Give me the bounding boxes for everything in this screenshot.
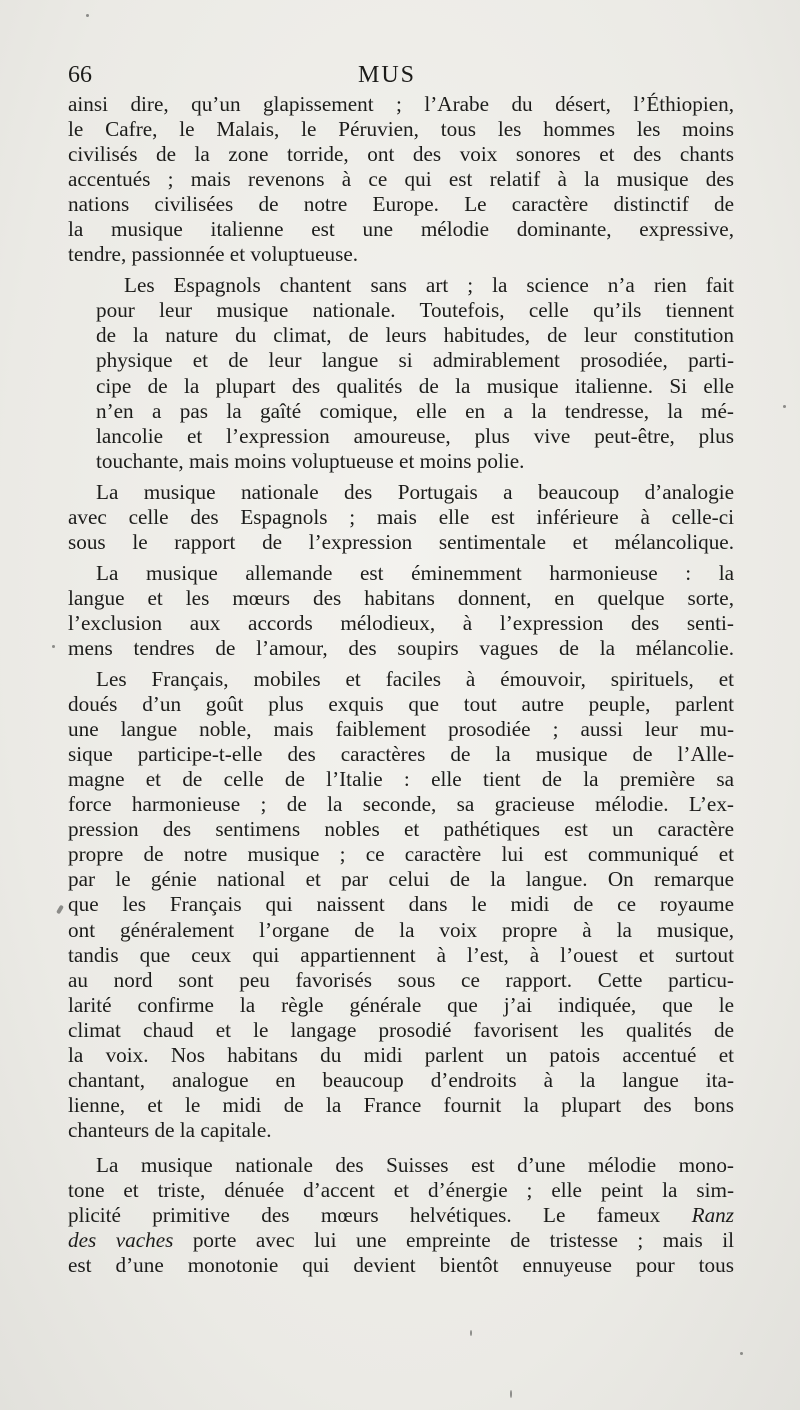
paragraph-1	[68, 92, 734, 267]
paper-speck	[470, 1330, 472, 1336]
text-line: avec celle des Espagnols ; mais elle est inférieure à celle-ci	[68, 504, 734, 529]
italic-title-fragment: Ranz	[691, 1203, 734, 1228]
text-line: la musique italienne est une mélodie dominante, expressive,	[68, 217, 734, 242]
text-line: n’en a pas la gaîté comique, elle en a la tendresse, la mé-	[96, 398, 734, 423]
text-line: par le génie national et par celui de la langue. On remarque	[68, 867, 734, 892]
text-line: civilisés de la zone torride, ont des voix sonores et des chants	[68, 142, 734, 167]
paper-speck	[86, 14, 89, 17]
text-line: La musique allemande est éminemment harmonieuse : la	[96, 560, 734, 585]
text-fragment: plicité primitive des mœurs helvétiques. Le fameux	[68, 1203, 661, 1228]
paragraph-5	[68, 667, 734, 1143]
text-line: touchante, mais moins voluptueuse et moins polie.	[96, 448, 525, 473]
paper-speck	[52, 645, 55, 648]
text-line: ainsi dire, qu’un glapissement ; l’Arabe du désert, l’Éthiopien,	[68, 92, 734, 116]
page-header	[68, 62, 738, 92]
text-line	[68, 1203, 734, 1228]
text-line: force harmonieuse ; de la seconde, sa gracieuse mélodie. L’ex-	[68, 792, 734, 817]
body-text	[68, 92, 734, 1278]
text-fragment: porte avec lui une empreinte de tristesse ; mais il	[192, 1228, 734, 1253]
text-line: doués d’un goût plus exquis que tout autre peuple, parlent	[68, 692, 734, 717]
text-line: ont généralement l’organe de la voix propre à la musique,	[68, 917, 734, 942]
text-line: une langue noble, mais faiblement prosodiée ; aussi leur mu-	[68, 717, 734, 742]
text-line: magne et de celle de l’Italie : elle tient de la première sa	[68, 767, 734, 792]
text-line	[68, 1228, 734, 1253]
paragraph-2	[68, 273, 734, 473]
text-line: climat chaud et le langage prosodié favorisent les qualités de	[68, 1017, 734, 1042]
paper-speck	[510, 1390, 512, 1398]
text-line: chanteurs de la capitale.	[68, 1117, 272, 1142]
text-line: accentués ; mais revenons à ce qui est relatif à la musique des	[68, 167, 734, 192]
text-line: propre de notre musique ; ce caractère lui est communiqué et	[68, 842, 734, 867]
text-line: Les Espagnols chantent sans art ; la science n’a rien fait	[124, 273, 734, 298]
text-line: sous le rapport de l’expression sentimentale et mélancolique.	[68, 529, 734, 554]
paragraph-3	[68, 480, 734, 555]
text-line: le Cafre, le Malais, le Péruvien, tous les hommes les moins	[68, 117, 734, 142]
text-line: physique et de leur langue si admirablement prosodiée, parti-	[96, 348, 734, 373]
paper-speck	[740, 1352, 743, 1355]
text-line: cipe de la plupart des qualités de la musique italienne. Si elle	[96, 373, 734, 398]
text-line: La musique nationale des Suisses est d’une mélodie mono-	[96, 1152, 734, 1177]
text-line: mens tendres de l’amour, des soupirs vagues de la mélancolie.	[68, 635, 734, 660]
text-line: l’exclusion aux accords mélodieux, à l’expression des senti-	[68, 610, 734, 635]
running-head: MUS	[358, 62, 417, 88]
paragraph-6	[68, 1153, 734, 1278]
text-line: langue et les mœurs des habitans donnent, en quelque sorte,	[68, 585, 734, 610]
text-line: tendre, passionnée et voluptueuse.	[68, 242, 359, 267]
text-line: Les Français, mobiles et faciles à émouvoir, spirituels, et	[96, 667, 734, 692]
paper-speck	[783, 405, 786, 408]
text-line: au nord sont peu favorisés sous ce rapport. Cette particu-	[68, 967, 734, 992]
text-line: tone et triste, dénuée d’accent et d’énergie ; elle peint la sim-	[68, 1177, 734, 1202]
paper-speck	[56, 905, 64, 915]
text-line: larité confirme la règle générale que j’ai indiquée, que le	[68, 992, 734, 1017]
text-line: lienne, et le midi de la France fournit la plupart des bons	[68, 1092, 734, 1117]
text-line: chantant, analogue en beaucoup d’endroits à la langue ita-	[68, 1067, 734, 1092]
text-line: lancolie et l’expression amoureuse, plus vive peut-être, plus	[96, 423, 734, 448]
page-number: 66	[68, 62, 92, 88]
text-line: de la nature du climat, de leurs habitudes, de leur constitution	[96, 323, 734, 348]
text-line: pour leur musique nationale. Toutefois, celle qu’ils tiennent	[96, 298, 734, 323]
text-line: sique participe-t-elle des caractères de la musique de l’Alle-	[68, 742, 734, 767]
paragraph-4	[68, 561, 734, 661]
text-line: nations civilisées de notre Europe. Le caractère distinctif de	[68, 192, 734, 217]
text-line: La musique nationale des Portugais a beaucoup d’analogie	[96, 479, 734, 504]
text-line: tandis que ceux qui appartiennent à l’est, à l’ouest et surtout	[68, 942, 734, 967]
italic-title-fragment: des vaches	[68, 1228, 174, 1253]
text-line: pression des sentimens nobles et pathétiques est un caractère	[68, 817, 734, 842]
text-line: est d’une monotonie qui devient bientôt ennuyeuse pour tous	[68, 1253, 734, 1278]
text-line: la voix. Nos habitans du midi parlent un patois accentué et	[68, 1042, 734, 1067]
text-line: que les Français qui naissent dans le midi de ce royaume	[68, 892, 734, 917]
